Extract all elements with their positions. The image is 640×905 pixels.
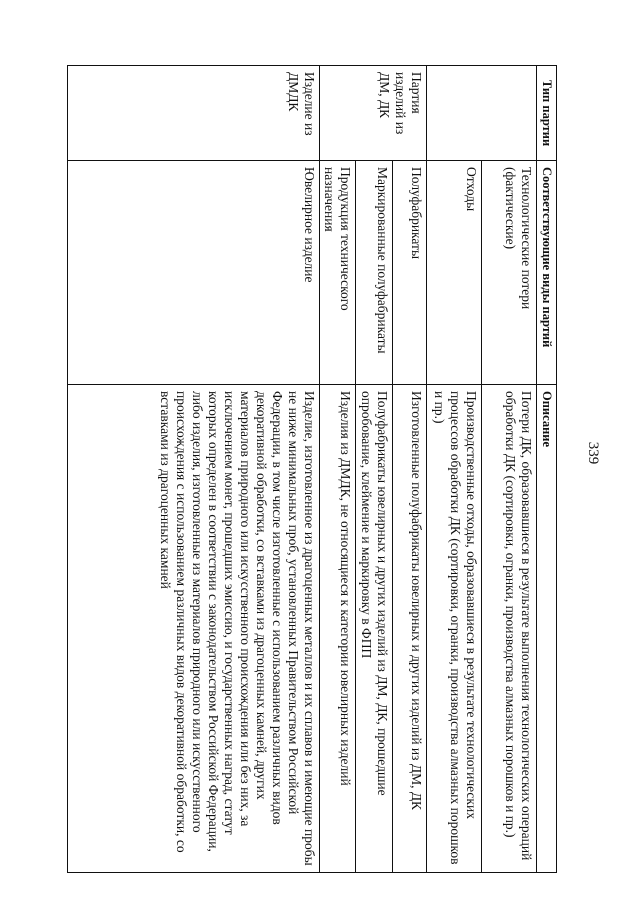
page-number: 339 [585, 441, 601, 465]
table-row [356, 66, 393, 873]
header-description: Описание [537, 385, 557, 873]
kind-cell: Отходы [427, 161, 482, 385]
party-type-cell [427, 66, 537, 161]
table-row [319, 66, 356, 873]
table-header-row [537, 66, 557, 873]
table-row [68, 66, 320, 873]
rotated-table-container [67, 65, 557, 872]
header-party-type: Тип партии [537, 66, 557, 161]
table-row [427, 66, 482, 873]
kind-cell: Технологические потери (фактические) [482, 161, 537, 385]
header-related-types: Соответствующие виды партий [537, 161, 557, 385]
description-cell: Изготовленные полуфабрикаты ювелирных и других изделий из ДМ, ДК [393, 385, 427, 873]
party-type-cell: Партия изделий из ДМ, ДК [319, 66, 427, 161]
table-row [482, 66, 537, 873]
description-cell: Изделия из ДМДК, не относящиеся к категории ювелирных изделий [319, 385, 356, 873]
party-types-table [67, 65, 557, 873]
table-row [393, 66, 427, 873]
kind-cell: Продукция технического назначения [319, 161, 356, 385]
description-cell: Потери ДК, образовавшиеся в результате выполнения технологических операций обработки ДК (сортировки, огранки, производства алмазных порошков и пр.) [482, 385, 537, 873]
kind-cell: Ювелирное изделие [68, 161, 320, 385]
kind-cell: Маркированные полуфабрикаты [356, 161, 393, 385]
description-cell: Изделие, изготовленное из драгоценных металлов и их сплавов и имеющие пробы не ниже минимальных проб, установленных Правительством Российской Федерации, в том числе изготовленные с использованием различных видов декоративной обработки, со вставками из драгоценных камней, других материалов природного или искусственного происхождения или без них, за исключением монет, прошедших эмиссию, и государственных наград, статут которых определен в соответствии с законодательством Российской Федерации, либо изделия, изготовленные из материалов природного или искусственного происхождения с использованием различных видов декоративной обработки, со вставками из драгоценных камней [68, 385, 320, 873]
party-type-cell: Изделие из ДМДК [68, 66, 320, 161]
kind-cell: Полуфабрикаты [393, 161, 427, 385]
description-cell: Производственные отходы, образовавшиеся в результате технологических процессов обработки ДК (сортировки, огранки, производства алмазных порошков и пр.) [427, 385, 482, 873]
description-cell: Полуфабрикаты ювелирных и других изделий из ДМ, ДК, прошедшие опробование, клеймение и маркировку в ФПП [356, 385, 393, 873]
